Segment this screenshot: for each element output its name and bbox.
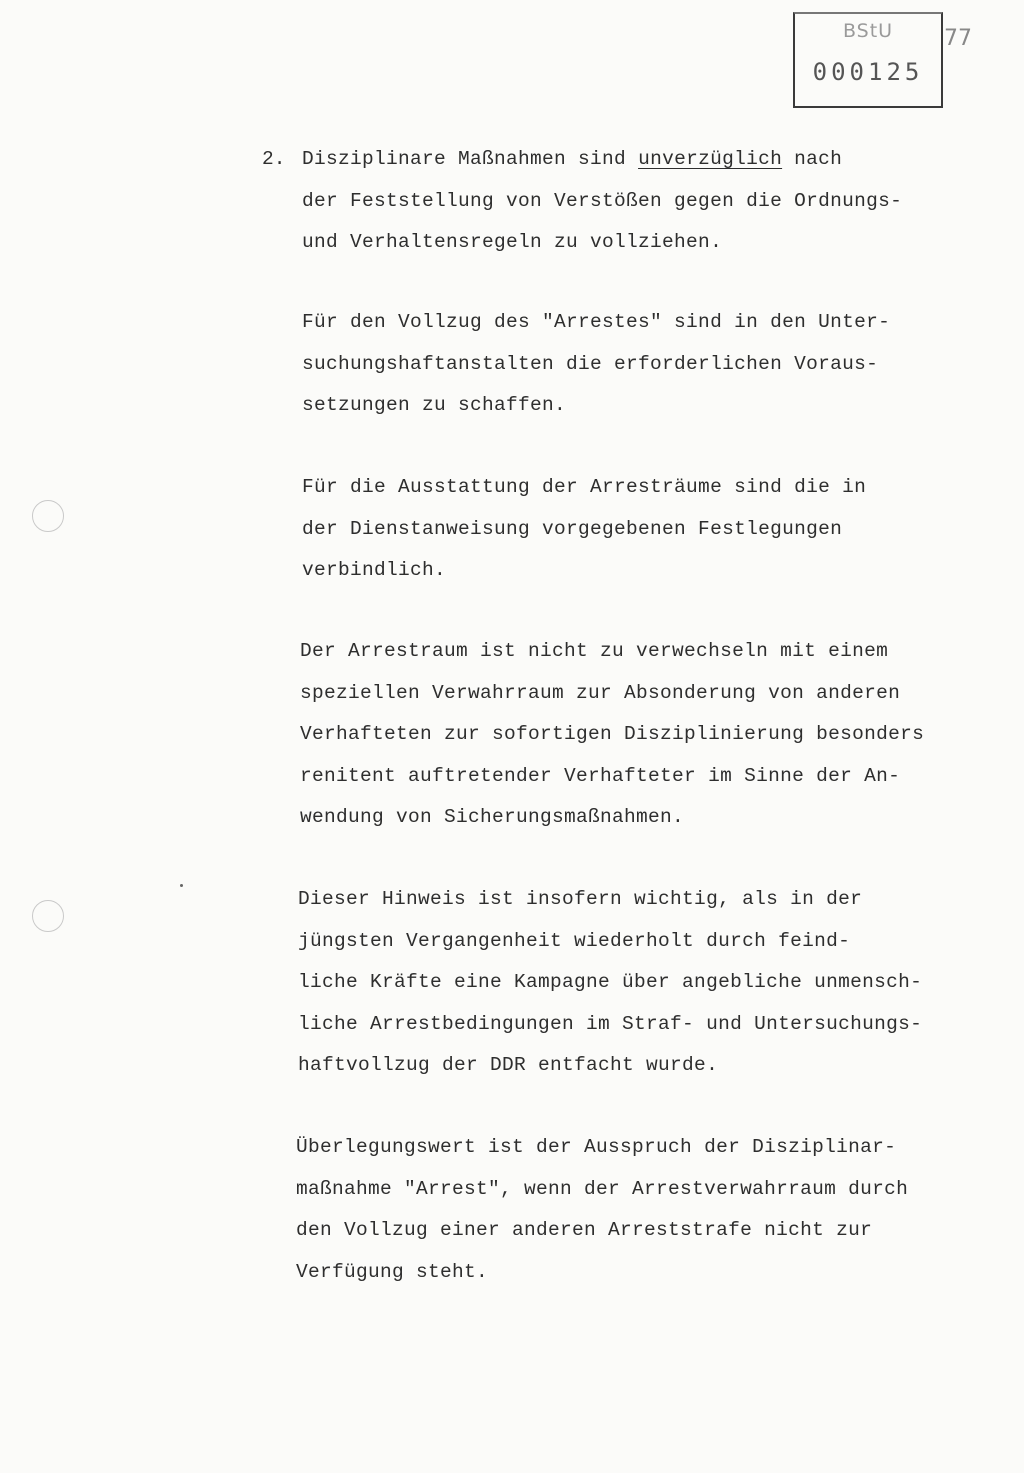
paragraph-3 bbox=[302, 467, 866, 592]
paragraph-line: Für die Ausstattung der Arresträume sind die in bbox=[302, 476, 867, 498]
paragraph-line: liche Arrestbedingungen im Straf- und Untersuchungs- bbox=[298, 1012, 923, 1035]
paragraph-4 bbox=[300, 631, 924, 839]
punch-hole-top bbox=[32, 500, 64, 532]
page-number: 77 bbox=[944, 26, 972, 51]
paragraph-line: wendung von Sicherungsmaßnahmen. bbox=[300, 806, 685, 828]
paragraph-line: Verfügung steht. bbox=[296, 1260, 489, 1283]
paragraph-line: speziellen Verwahrraum zur Absonderung von anderen bbox=[300, 681, 901, 704]
paragraph-line: Überlegungswert ist der Ausspruch der Disziplinar- bbox=[296, 1136, 897, 1158]
paragraph-line: suchungshaftanstalten die erforderlichen Voraus- bbox=[302, 352, 879, 375]
paragraph-line: Dieser Hinweis ist insofern wichtig, als in der bbox=[298, 888, 863, 910]
paragraph-6 bbox=[296, 1127, 908, 1293]
archive-stamp bbox=[793, 12, 943, 108]
paragraph-line: und Verhaltensregeln zu vollziehen. bbox=[302, 231, 723, 253]
item-number: 2. bbox=[262, 148, 286, 170]
paragraph-line: maßnahme "Arrest", wenn der Arrestverwahrraum durch bbox=[296, 1177, 909, 1200]
paragraph-line: Verhafteten zur sofortigen Disziplinierung besonders bbox=[300, 723, 925, 745]
paragraph-line: Der Arrestraum ist nicht zu verwechseln mit einem bbox=[300, 640, 889, 662]
paper-speck bbox=[180, 884, 183, 887]
stamp-number: 000125 bbox=[812, 58, 924, 86]
paragraph-5 bbox=[298, 879, 922, 1087]
stamp-label: BStU bbox=[842, 20, 894, 42]
paragraph-1 bbox=[302, 139, 902, 264]
underlined-word: unverzüglich bbox=[638, 148, 783, 170]
paragraph-line: haftvollzug der DDR entfacht wurde. bbox=[298, 1054, 719, 1076]
paragraph-line: der Dienstanweisung vorgegebenen Festlegungen bbox=[302, 517, 843, 540]
paragraph-line: setzungen zu schaffen. bbox=[302, 394, 567, 416]
paragraph-line: Disziplinare Maßnahmen sind unverzüglich nach bbox=[302, 148, 843, 170]
paragraph-line: Für den Vollzug des "Arrestes" sind in den Unter- bbox=[302, 311, 891, 333]
paragraph-line: der Feststellung von Verstößen gegen die Ordnungs- bbox=[302, 189, 903, 212]
paragraph-line: renitent auftretender Verhafteter im Sinne der An- bbox=[300, 764, 901, 787]
paragraph-line: jüngsten Vergangenheit wiederholt durch feind- bbox=[298, 929, 851, 952]
punch-hole-bottom bbox=[32, 900, 64, 932]
paragraph-line: verbindlich. bbox=[302, 559, 447, 581]
paragraph-2 bbox=[302, 302, 890, 427]
paragraph-line: liche Kräfte eine Kampagne über angebliche unmensch- bbox=[298, 971, 923, 993]
paragraph-line: den Vollzug einer anderen Arreststrafe nicht zur bbox=[296, 1219, 873, 1241]
